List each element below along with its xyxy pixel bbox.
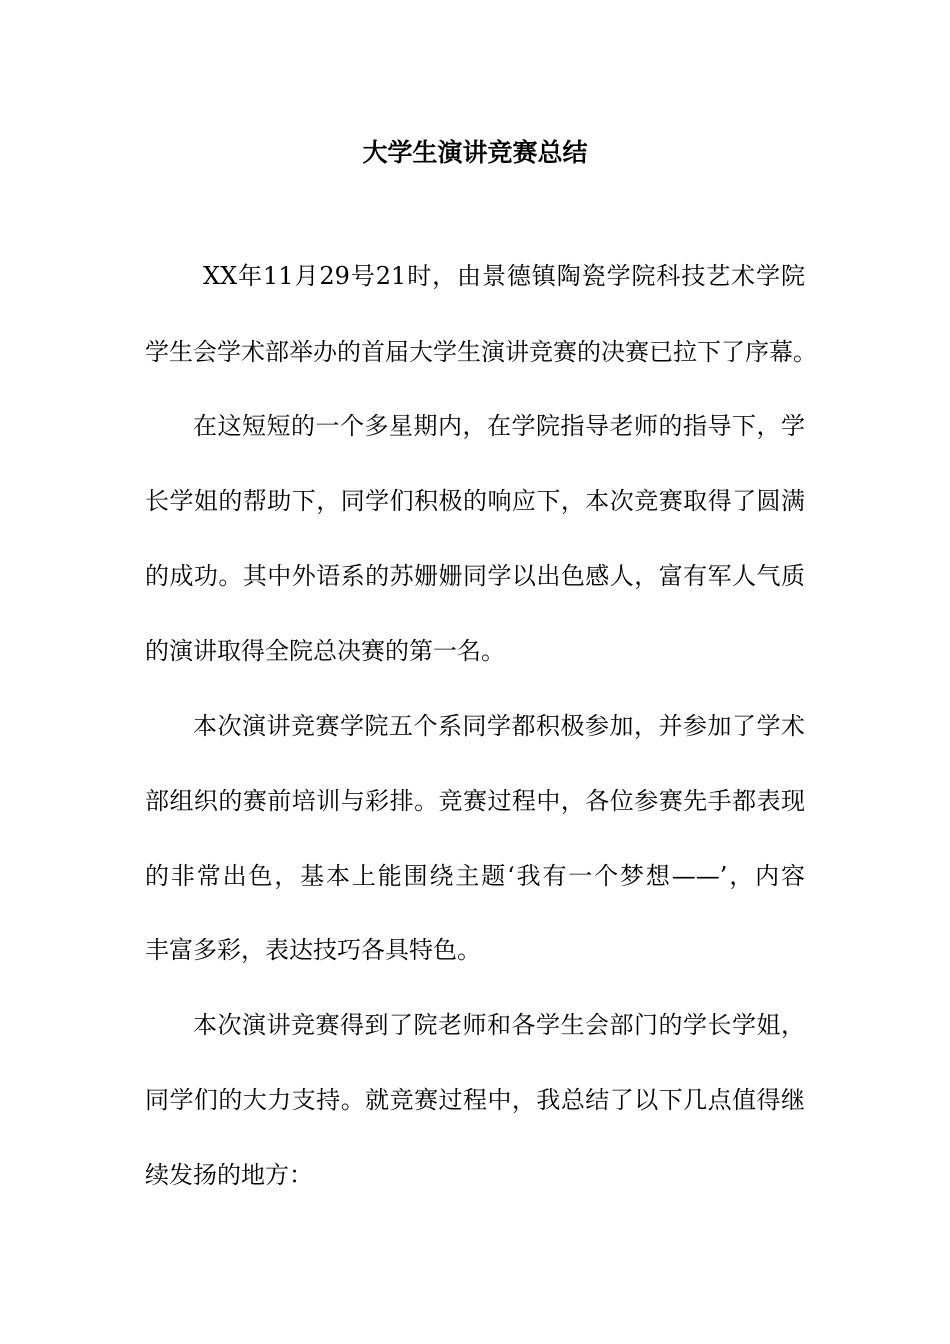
paragraph-line: 长学姐的帮助下，同学们积极的响应下，本次竞赛取得了圆满 <box>145 487 805 515</box>
document-title: 大学生演讲竞赛总结 <box>362 138 588 167</box>
paragraph-line: 同学们的大力支持。就竞赛过程中，我总结了以下几点值得继 <box>145 1086 805 1114</box>
paragraph-line: 续发扬的地方： <box>145 1161 313 1189</box>
paragraph-line: XX年11月29号21时，由景德镇陶瓷学院科技艺术学院 <box>203 262 805 290</box>
paragraph-line: 的成功。其中外语系的苏姗姗同学以出色感人，富有军人气质 <box>145 562 805 590</box>
paragraph-line: 丰富多彩，表达技巧各具特色。 <box>145 936 481 964</box>
paragraph-line: 本次演讲竞赛学院五个系同学都积极参加，并参加了学术 <box>193 712 805 740</box>
paragraph-line: 本次演讲竞赛得到了院老师和各学生会部门的学长学姐， <box>193 1011 805 1039</box>
paragraph-line: 学生会学术部举办的首届大学生演讲竞赛的决赛已拉下了序幕。 <box>145 338 817 366</box>
paragraph-line: 在这短短的一个多星期内，在学院指导老师的指导下，学 <box>193 412 805 440</box>
paragraph-line: 的演讲取得全院总决赛的第一名。 <box>145 637 505 665</box>
paragraph-line: 部组织的赛前培训与彩排。竞赛过程中，各位参赛先手都表现 <box>145 787 805 815</box>
paragraph-line: 的非常出色，基本上能围绕主题‘我有一个梦想——’，内容 <box>145 862 805 890</box>
